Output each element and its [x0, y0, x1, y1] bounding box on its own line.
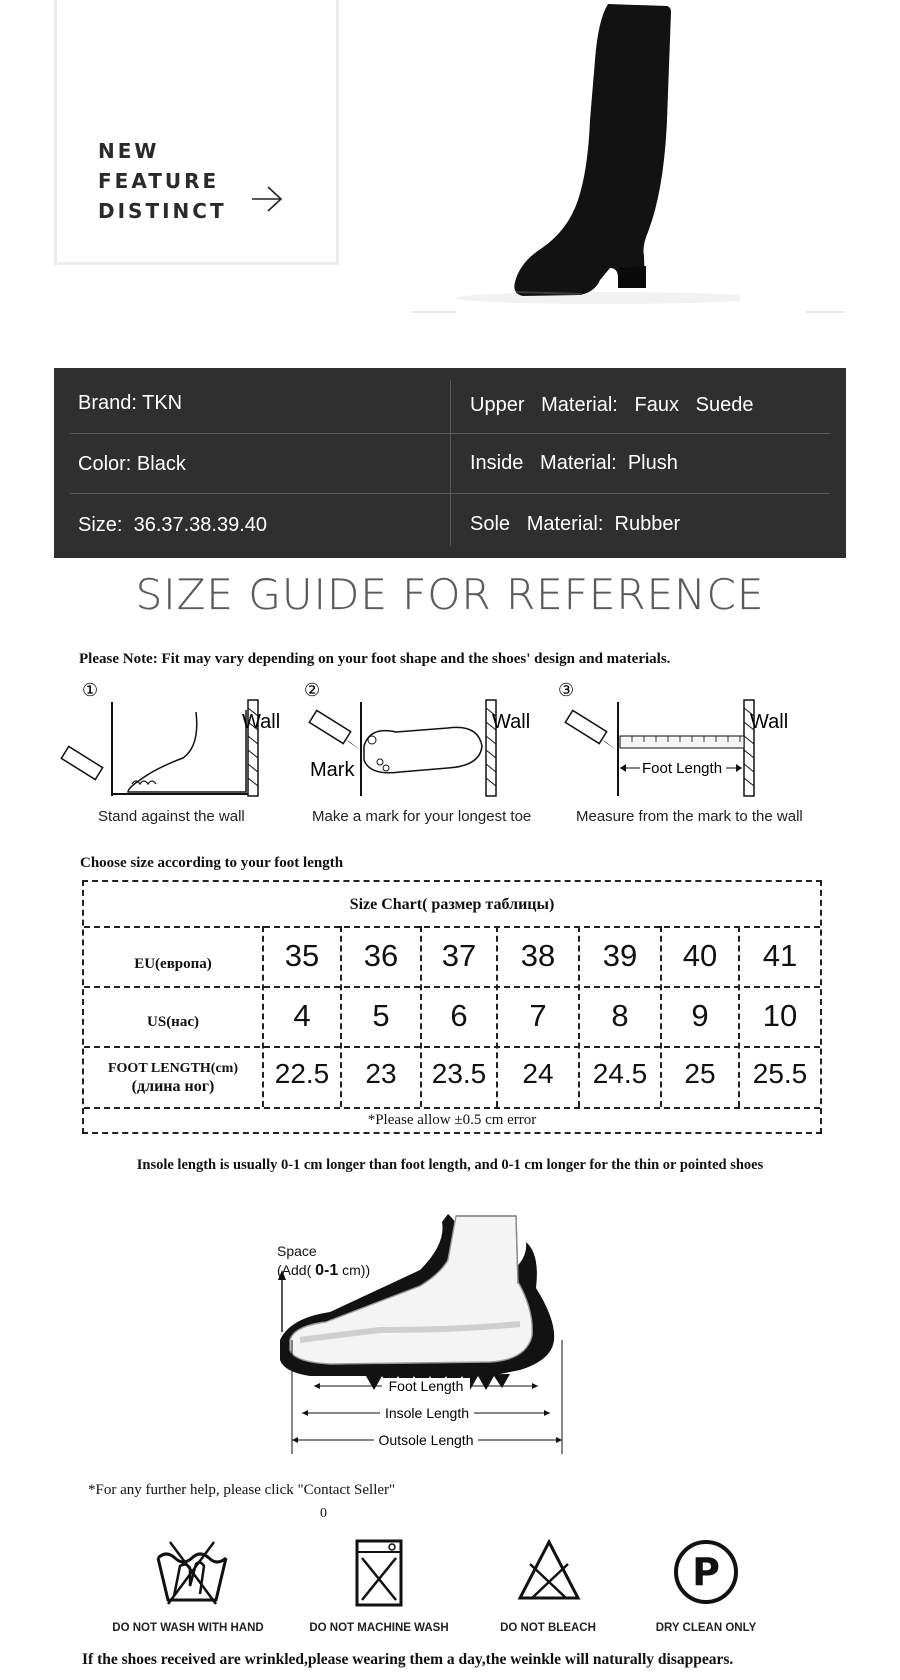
us-size-cell: 10: [762, 998, 798, 1033]
dry-clean-icon: [672, 1538, 740, 1606]
spec-sole-material: Sole Material: Rubber: [470, 513, 681, 535]
insole-length-note: Insole length is usually 0-1 cm longer than foot length, and 0-1 cm longer for the thin or pointed shoes: [136, 1157, 764, 1173]
spec-brand: Brand: TKN: [78, 392, 183, 414]
foot-length-cell: 24.5: [592, 1058, 648, 1089]
row-label-foot-length: [84, 1060, 262, 1096]
spec-size: Size: 36.37.38.39.40: [78, 514, 268, 536]
foot-length-cell: 25: [684, 1058, 716, 1089]
us-size-cell: 9: [691, 998, 709, 1033]
spec-column-divider: [450, 380, 451, 546]
floor-line-left: [412, 311, 456, 313]
measure-steps-illustration: [48, 676, 854, 800]
hand-wash-crossed-icon: [152, 1538, 232, 1608]
step1-wall-label: Wall: [242, 711, 281, 733]
chart-divider: [84, 926, 820, 928]
spec-inside-material: Inside Material: Plush: [470, 452, 678, 474]
step3-caption: Measure from the mark to the wall: [576, 808, 803, 825]
size-chart-title: Size Chart( размер таблицы): [349, 896, 555, 913]
floor-line-right: [806, 311, 844, 313]
feature-line-new: NEW: [98, 139, 160, 163]
step2-caption: Make a mark for your longest toe: [312, 808, 532, 825]
foot-length-label-line1: FOOT LENGTH(cm): [107, 1061, 239, 1076]
step2-wall-label: Wall: [492, 711, 531, 733]
foot-length-cell: 23.5: [431, 1058, 487, 1089]
us-size-cell: 5: [372, 998, 390, 1033]
row-label-eu: EU(европа): [134, 956, 212, 972]
size-allowance-note: *Please allow ±0.5 cm error: [367, 1112, 537, 1128]
feature-line-distinct: DISTINCT: [98, 199, 227, 223]
chart-divider: [84, 986, 820, 988]
us-size-cell: 7: [529, 998, 547, 1033]
boot-product-image: [420, 0, 740, 310]
eu-size-cell: 39: [602, 938, 638, 973]
contact-seller-help: *For any further help, please click "Contact Seller": [88, 1482, 396, 1498]
zero-mark: 0: [320, 1506, 327, 1521]
chart-divider: [84, 1046, 820, 1048]
machine-wash-crossed-icon: [354, 1538, 404, 1608]
foot-length-cell: 25.5: [752, 1058, 808, 1089]
care-label-dry-clean-only: DRY CLEAN ONLY: [655, 1622, 757, 1634]
eu-size-cell: 41: [762, 938, 798, 973]
product-specs-table: [54, 368, 846, 558]
size-guide-title: SIZE GUIDE FOR REFERENCE: [135, 570, 765, 619]
us-size-cell: 4: [293, 998, 311, 1033]
chart-divider: [84, 1107, 820, 1109]
step-number-3: ③: [558, 680, 575, 700]
row-label-us: US(нас): [147, 1014, 199, 1030]
eu-size-cell: 35: [284, 938, 320, 973]
care-label-no-bleach: DO NOT BLEACH: [500, 1622, 596, 1634]
step1-caption: Stand against the wall: [98, 808, 245, 825]
feature-text: [98, 136, 227, 226]
size-chart: [82, 880, 822, 1134]
space-label: [277, 1242, 370, 1280]
step-number-2: ②: [304, 680, 321, 700]
svg-text:P: P: [692, 1550, 720, 1594]
us-size-cell: 8: [611, 998, 629, 1033]
space-add: (Add( 0-1 cm)): [277, 1262, 371, 1279]
foot-length-cell: 22.5: [274, 1058, 330, 1089]
eu-size-cell: 40: [682, 938, 718, 973]
eu-size-cell: 37: [441, 938, 477, 973]
eu-size-cell: 36: [363, 938, 399, 973]
step2-mark-label: Mark: [310, 759, 355, 781]
foot-length-cell: 23: [365, 1058, 397, 1089]
eu-size-cell: 38: [520, 938, 556, 973]
us-size-cell: 6: [450, 998, 468, 1033]
care-label-no-machine-wash: DO NOT MACHINE WASH: [309, 1622, 449, 1634]
insole-diagram: [270, 1200, 600, 1460]
wrinkle-note: If the shoes received are wrinkled,please wearing them a day,the weinkle will naturally disappears.: [82, 1651, 734, 1668]
step3-foot-length-label: Foot Length: [641, 760, 723, 777]
fit-note: Please Note: Fit may vary depending on your foot shape and the shoes' design and materials.: [79, 651, 671, 667]
foot-length-label-line2: (длина ног): [131, 1078, 215, 1095]
choose-size-label: Choose size according to your foot length: [80, 855, 344, 871]
spec-color: Color: Black: [78, 453, 186, 475]
insole-length-dim-label: Insole Length: [384, 1405, 470, 1421]
foot-length-dim-label: Foot Length: [388, 1378, 464, 1394]
care-label-no-hand-wash: DO NOT WASH WITH HAND: [112, 1622, 264, 1634]
spec-upper-material: Upper Material: Faux Suede: [470, 394, 754, 416]
feature-line-feature: FEATURE: [98, 169, 220, 193]
space-title: Space: [277, 1243, 317, 1259]
foot-length-cell: 24: [522, 1058, 554, 1089]
step3-wall-label: Wall: [750, 711, 789, 733]
bleach-crossed-icon: [516, 1538, 582, 1602]
arrow-right-icon[interactable]: [250, 185, 284, 213]
outsole-length-dim-label: Outsole Length: [378, 1432, 474, 1448]
step-number-1: ①: [82, 680, 99, 700]
